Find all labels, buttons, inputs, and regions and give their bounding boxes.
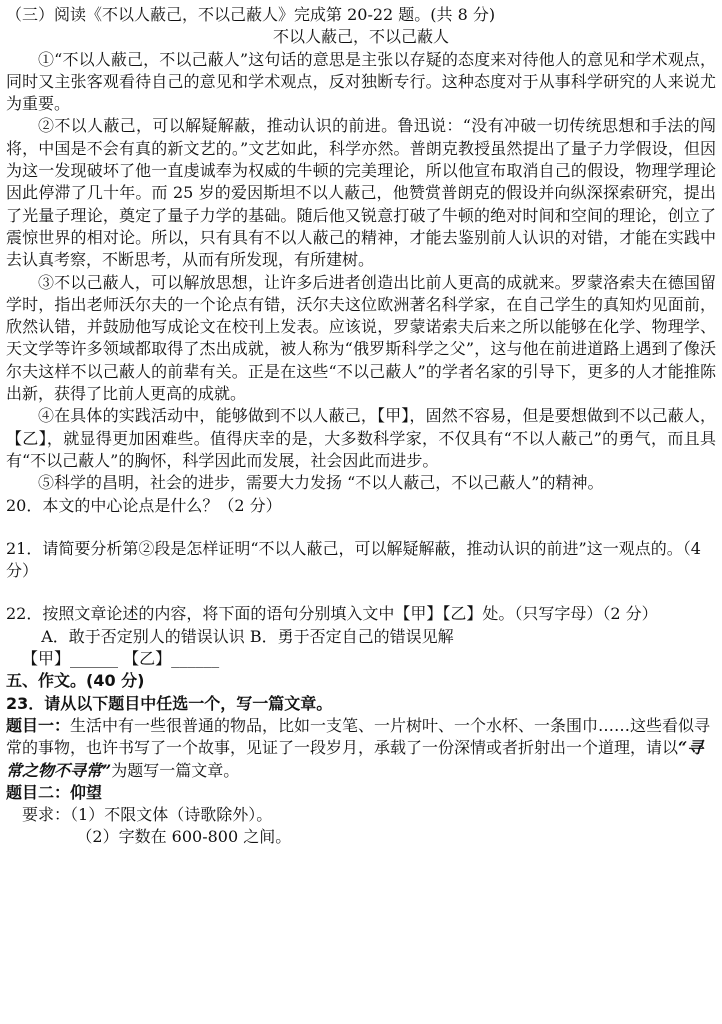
topic-one-text-end: 为题写一篇文章。 — [111, 760, 240, 780]
topic-two-title: 仰望 — [70, 782, 103, 802]
requirement-1-text: （1）不限文体（诗歌除外）。 — [70, 805, 273, 825]
paragraph-2: ②不以人蔽己，可以解疑解蔽，推动认识的前进。鲁迅说：“没有冲破一切传统思想和手法的闯将，中国是不会有真的新文艺的。”文艺如此，科学亦然。普朗克教授虽然提出了量子力学假设，但因为这一发现破坏了他一直虔诚奉为权威的牛顿的完美理论，所以他宣布取消自己的假设，物理学理论因此停滞了几十年。而 25 岁的爱因斯坦不以人蔽己，他赞赏普朗克的假设并向纵深探索研究，提出了光量子理论，奠定了量子力学的基础。随后他又锐意打破了牛顿的绝对时间和空间的理论，创立了震惊世界的相对论。所以，只有具有不以人蔽己的精神，才能去鉴别前人认识的对错，才能在实践中去认真考察，不断思考，从而有所发现，有所建树。 — [6, 116, 716, 270]
composition-heading: 五、作文。(40 分) — [6, 671, 145, 691]
topic-one-title: “寻常之物不寻常” — [6, 738, 704, 780]
requirement-2: （2）字数在 600-800 之间。 — [76, 827, 292, 847]
paragraph-5: ⑤科学的昌明，社会的进步，需要大力发扬 “不以人蔽己，不以己蔽人”的精神。 — [38, 473, 604, 493]
question-22-options: A．敢于否定别人的错误认识 B．勇于否定自己的错误见解 — [41, 626, 454, 646]
answer-space-21 — [6, 582, 716, 603]
topic-two — [6, 782, 716, 804]
paragraph-4: ④在具体的实践活动中，能够做到不以人蔽己，【甲】，固然不容易，但是要想做到不以己蔽人，【乙】，就显得更加困难些。值得庆幸的是，大多数科学家，不仅具有“不以人蔽己”的勇气，而且具有“不以己蔽人”的胸怀，科学因此而发展，社会因此而进步。 — [6, 406, 716, 470]
section-header: （三）阅读《不以人蔽己，不以己蔽人》完成第 20-22 题。(共 8 分) — [6, 5, 496, 24]
requirement-label: 要求： — [22, 805, 71, 825]
topic-one-label: 题目一： — [6, 715, 71, 735]
question-23: 23．请从以下题目中任选一个，写一篇文章。 — [6, 693, 333, 713]
topic-one-text: 生活中有一些很普通的物品，比如一支笔、一片树叶、一个水杯、一条围巾……这些看似寻常的事物，也许书写了一个故事，见证了一段岁月，承载了一份深情或者折射出一个道理，请以 — [6, 715, 711, 758]
question-21: 21．请简要分析第②段是怎样证明“不以人蔽己，可以解疑解蔽，推动认识的前进”这一观点的。（4 分） — [6, 538, 701, 581]
topic-one — [6, 715, 716, 782]
article-title: 不以人蔽己，不以己蔽人 — [272, 27, 449, 47]
answer-space-20 — [6, 517, 716, 538]
question-20: 20．本文的中心论点是什么？（2 分） — [6, 495, 282, 515]
requirement-1 — [6, 804, 716, 826]
paragraph-3: ③不以己蔽人，可以解放思想，让许多后进者创造出比前人更高的成就来。罗蒙洛索夫在德国留学时，指出老师沃尔夫的一个论点有错，沃尔夫这位欧洲著名科学家，在自己学生的真知灼见面前，欣然认错，并鼓励他写成论文在校刊上发表。应该说，罗蒙诺索夫后来之所以能够在化学、物理学、天文学等许多领域都取得了杰出成就，被人称为“俄罗斯科学之父”，这与他在前进道路上遇到了像沃尔夫这样不以己蔽人的前辈有关。正是在这些“不以己蔽人”的学者名家的引导下，更多的人才能推陈出新，获得了比前人更高的成就。 — [6, 272, 716, 404]
question-22: 22．按照文章论述的内容，将下面的语句分别填入文中【甲】【乙】处。（只写字母）（2 分） — [6, 604, 658, 624]
question-22-blanks: 【甲】______ 【乙】______ — [22, 649, 220, 669]
paragraph-1: ①“不以人蔽己，不以己蔽人”这句话的意思是主张以存疑的态度来对待他人的意见和学术观点，同时又主张客观看待自己的意见和学术观点，反对独断专行。这种态度对于从事科学研究的人来说尤为重要。 — [6, 49, 716, 114]
topic-two-label: 题目二： — [6, 782, 71, 802]
